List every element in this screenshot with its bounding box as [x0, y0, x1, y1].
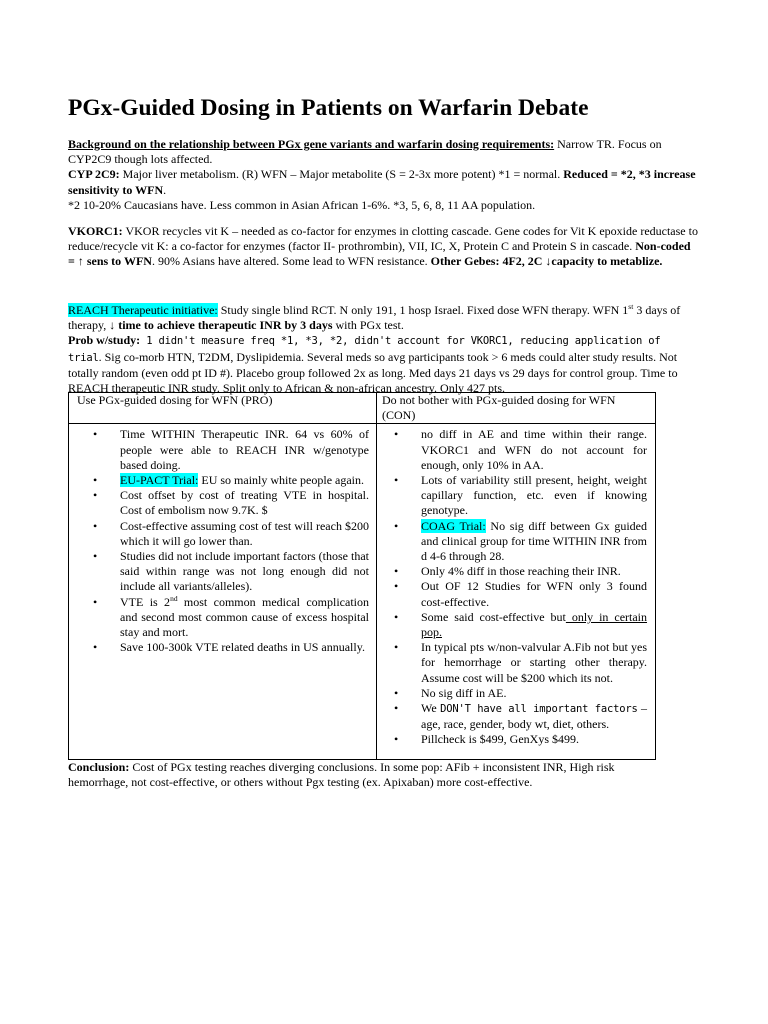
cyp2c9-label: CYP 2C9: — [68, 167, 120, 182]
cost-effective-underlined: only in certain pop. — [421, 609, 648, 640]
table-body-row — [69, 424, 656, 760]
factors-text-a: We — [421, 701, 441, 716]
reach-sup: st — [628, 302, 634, 311]
list-item: • Out OF 12 Studies for WFN only 3 found cost-effective. — [421, 579, 647, 609]
list-item: • Lots of variability still present, height, weight capillary function, etc. even if knowing genotype. — [421, 473, 647, 519]
list-item: • Cost-effective assuming cost of test will reach $200 which it will go lower than. — [120, 519, 369, 549]
conclusion-paragraph — [68, 760, 658, 790]
reach-text1: Study single blind RCT. N only 191, 1 hosp Israel. Fixed dose WFN therapy. WFN 1 — [217, 303, 629, 317]
cyp2c9-text: Major liver metabolism. (R) WFN – Major metabolite (S = 2-3x more potent) *1 = normal. — [119, 167, 564, 182]
list-item — [421, 701, 647, 732]
cost-effective-text: Some said cost-effective but — [421, 609, 566, 624]
list-item: • Only 4% diff in those reaching their INR. — [421, 564, 647, 579]
prob-text: . Sig co-morb HTN, T2DM, Dyslipidemia. Several meds so avg participants took > 6 meds could alter study results. Not totally random (even odd pt ID #). Placebo group followed 2x as long. Med days 21 days vs 29 days for control group. Time to REACH therapeutic INR study. Split only to African & non-african ancestry. Only 427 pts. — [68, 349, 678, 396]
list-item — [120, 595, 369, 641]
eu-pact-text: EU so mainly white people again. — [198, 473, 365, 488]
cyp2c9-end: . — [163, 182, 167, 197]
vte-text-b: most common medical complication and second most common cause of excess hospital stay and mort. — [120, 594, 369, 640]
coag-text: No sig diff between Gx guided and clinical group for time WITHIN INR from d 4-6 through 28. — [421, 518, 647, 564]
debate-table — [68, 392, 656, 760]
reach-highlight: REACH Therapeutic initiative: — [68, 303, 218, 317]
list-item: • Save 100-300k VTE related deaths in US annually. — [120, 640, 369, 655]
list-item: • Pillcheck is $499, GenXys $499. — [421, 732, 647, 747]
background-text: Narrow TR. Focus on CYP2C9 though lots affected. — [68, 137, 662, 167]
vte-text-a: VTE is 2 — [120, 594, 171, 609]
list-item: • No sig diff in AE. — [421, 686, 647, 701]
pro-column — [69, 424, 377, 760]
reach-text3: with PGx test. — [332, 318, 404, 333]
vkorc1-text2: . 90% Asians have altered. Some lead to WFN resistance. — [151, 254, 431, 269]
list-item: • Time WITHIN Therapeutic INR. 64 vs 60% of people were able to REACH INR w/genotype based doing. — [120, 427, 369, 473]
vkorc1-label: VKORC1: — [68, 224, 123, 238]
factors-mono: DON'T have all important factors — [440, 703, 638, 716]
list-item: • no diff in AE and time within their range. VKORC1 and WFN do not account for enough, only 10% in AA. — [421, 427, 647, 473]
factors-text-b: – age, race, gender, body wt, diet, others. — [421, 701, 647, 732]
list-item — [120, 473, 369, 488]
vkorc1-paragraph — [68, 224, 700, 270]
page-title: PGx-Guided Dosing in Patients on Warfarin Debate — [68, 95, 589, 121]
star2-line: *2 10-20% Caucasians have. Less common in Asian African 1-6%. *3, 5, 6, 8, 11 AA population. — [68, 197, 536, 212]
reach-paragraph — [68, 303, 700, 396]
list-item: • Cost offset by cost of treating VTE in hospital. Cost of embolism now 9.7K. $ — [120, 488, 369, 518]
pro-list — [69, 427, 376, 655]
con-header: Do not bother with PGx-guided dosing for WFN (CON) — [377, 393, 656, 424]
vte-sup: nd — [170, 593, 178, 603]
con-column — [377, 424, 656, 760]
vkorc1-text: VKOR recycles vit K – needed as co-factor for enzymes in clotting cascade. Gene codes for Vit K epoxide reductase to reduce/recycle vit K: a co-factor for enzymes (factor II- prothrombin), VII, IC, X, Protein C and Protein S in cascade. — [68, 224, 698, 254]
reach-bold: ↓ time to achieve therapeutic INR by 3 days — [109, 318, 333, 333]
prob-mono: 1 didn't measure freq *1, *3, *2, didn't account for VKORC1, reducing application of trial — [68, 335, 661, 364]
vkorc1-noncoded: Non-coded = ↑ sens to WFN — [68, 239, 691, 269]
conclusion-text: Cost of PGx testing reaches diverging conclusions. In some pop: AFib + inconsistent INR, High risk hemorrhage, not cost-effective, or others without Pgx testing (ex. Apixaban) more cost-effective. — [68, 760, 615, 790]
background-paragraph — [68, 137, 700, 213]
list-item: • Studies did not include important factors (those that said within range was not long enough did not include all variants/alleles). — [120, 549, 369, 595]
list-item: • In typical pts w/non-valvular A.Fib not but yes for hemorrhage or starting other therapy. Assume cost will be $200 which its not. — [421, 640, 647, 686]
eu-pact-highlight: EU-PACT Trial: — [120, 473, 199, 488]
pro-header: Use PGx-guided dosing for WFN (PRO) — [69, 393, 377, 424]
list-item — [421, 519, 647, 565]
background-heading: Background on the relationship between PGx gene variants and warfarin dosing requirements: — [68, 137, 555, 151]
con-list — [377, 427, 655, 747]
list-item — [421, 610, 647, 640]
reach-text2: 3 days of therapy, — [68, 303, 681, 333]
table-header-row — [69, 393, 656, 424]
vkorc1-other: Other Gebes: 4F2, 2C ↓capacity to metablize. — [430, 254, 663, 269]
cyp2c9-reduced: Reduced = *2, *3 increase sensitivity to WFN — [68, 167, 696, 197]
conclusion-label: Conclusion: — [68, 760, 130, 774]
prob-label: Prob w/study: — [68, 333, 141, 348]
coag-highlight: COAG Trial: — [421, 518, 486, 533]
